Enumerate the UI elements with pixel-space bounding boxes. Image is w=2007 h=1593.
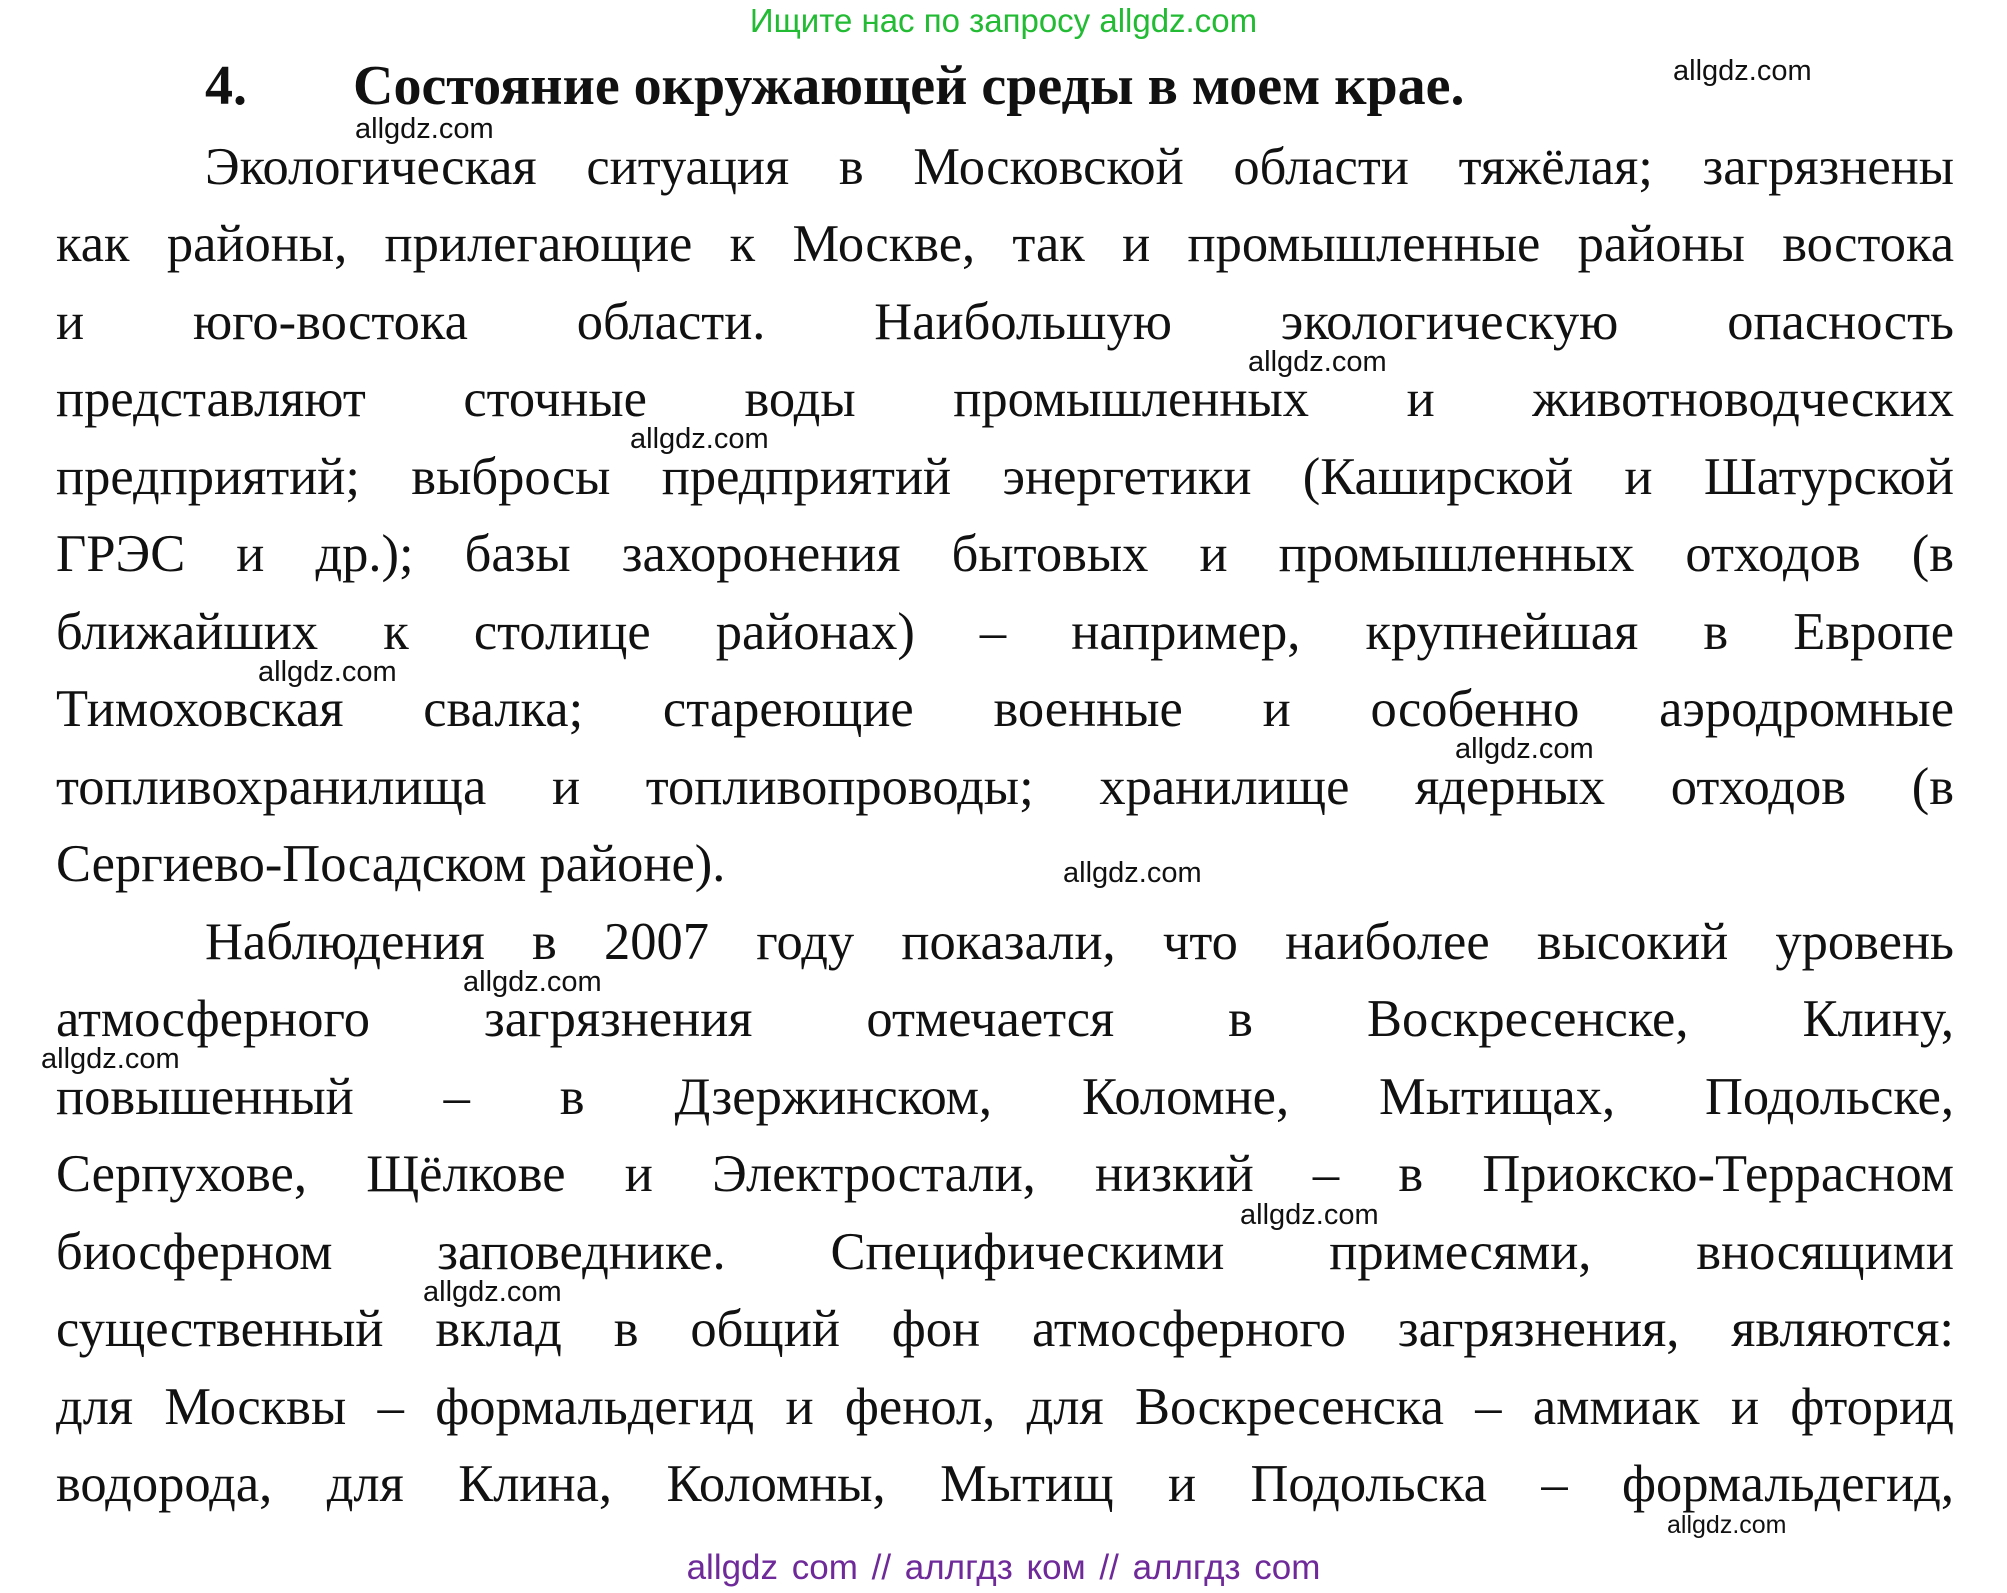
- text-line: предприятий; выбросы предприятий энергетики (Каширской и Шатурской: [56, 448, 1954, 506]
- watermark: allgdz.com: [258, 656, 397, 688]
- text-line: Серпухове, Щёлкове и Электростали, низкий – в Приокско-Террасном: [56, 1145, 1954, 1203]
- watermark: allgdz.com: [630, 423, 769, 455]
- watermark: allgdz.com: [1673, 55, 1812, 87]
- text-line: представляют сточные воды промышленных и животноводческих: [56, 370, 1954, 428]
- text-line: для Москвы – формальдегид и фенол, для Воскресенска – аммиак и фторид: [56, 1378, 1954, 1436]
- watermark: allgdz.com: [1455, 733, 1594, 765]
- text-line: Тимоховская свалка; стареющие военные и особенно аэродромные: [56, 680, 1954, 738]
- section-title: Состояние окружающей среды в моем крае.: [353, 55, 1465, 117]
- footer-links[interactable]: allgdz com // аллгдз ком // аллгдз com: [686, 1548, 1321, 1587]
- search-banner-link[interactable]: Ищите нас по запросу allgdz.com: [749, 2, 1258, 39]
- text-line: повышенный – в Дзержинском, Коломне, Мытищах, Подольске,: [56, 1068, 1954, 1126]
- text-line: топливохранилища и топливопроводы; хранилище ядерных отходов (в: [56, 758, 1954, 816]
- watermark: allgdz.com: [1248, 346, 1387, 378]
- watermark: allgdz.com: [1667, 1511, 1787, 1539]
- watermark: allgdz.com: [41, 1043, 180, 1075]
- watermark: allgdz.com: [355, 113, 494, 145]
- text-line: как районы, прилегающие к Москве, так и промышленные районы востока: [56, 215, 1954, 273]
- text-line: биосферном заповеднике. Специфическими примесями, вносящими: [56, 1223, 1954, 1281]
- text-line: ближайших к столице районах) – например, крупнейшая в Европе: [56, 603, 1954, 661]
- text-line: существенный вклад в общий фон атмосферного загрязнения, являются:: [56, 1300, 1954, 1358]
- text-line: Наблюдения в 2007 году показали, что наиболее высокий уровень: [205, 913, 1954, 971]
- text-line: и юго-востока области. Наибольшую экологическую опасность: [56, 293, 1954, 351]
- section-heading: [205, 52, 1465, 120]
- text-line: Экологическая ситуация в Московской области тяжёлая; загрязнены: [205, 138, 1954, 196]
- watermark: allgdz.com: [1063, 857, 1202, 889]
- text-line: Сергиево-Посадском районе).: [56, 835, 726, 893]
- watermark: allgdz.com: [463, 966, 602, 998]
- watermark: allgdz.com: [1240, 1199, 1379, 1231]
- text-line: ГРЭС и др.); базы захоронения бытовых и промышленных отходов (в: [56, 525, 1954, 583]
- text-line: водорода, для Клина, Коломны, Мытищ и Подольска – формальдегид,: [56, 1455, 1954, 1513]
- text-line: атмосферного загрязнения отмечается в Воскресенске, Клину,: [56, 990, 1954, 1048]
- section-number: 4.: [205, 55, 247, 117]
- watermark: allgdz.com: [423, 1276, 562, 1308]
